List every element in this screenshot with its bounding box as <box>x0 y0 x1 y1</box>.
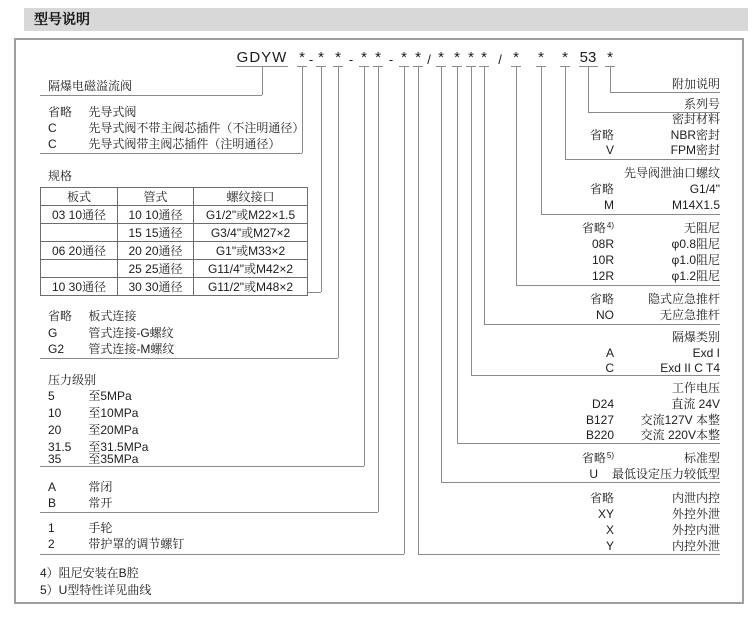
list-item-drain-1 <box>604 199 720 212</box>
model-series: 53 <box>579 49 597 66</box>
connector-additional <box>610 66 611 92</box>
option-code: X <box>605 523 614 537</box>
underline-standard <box>441 482 720 483</box>
option-desc: 管式连接-M螺纹 <box>88 342 175 356</box>
underline-control <box>418 554 720 555</box>
model-star-9: * <box>454 49 460 66</box>
underline-mode <box>40 512 378 513</box>
seal-title: 密封材料 <box>671 112 720 126</box>
option-desc: Exd II C T4 <box>660 361 720 375</box>
model-star-3: * <box>335 49 341 66</box>
spec-col-header: 管式 <box>118 188 194 206</box>
list-item-damping-1 <box>592 238 720 251</box>
underline-drain <box>541 214 720 215</box>
underline-exproof <box>471 375 720 376</box>
list-item-adjust-1 <box>48 538 184 551</box>
spec-cell: 10 30通径 <box>41 278 118 296</box>
option-desc: φ1.0阻尼 <box>671 253 720 267</box>
option-desc: 带护罩的调节螺钉 <box>88 537 185 551</box>
spec-cell: G3/4"或M27×2 <box>194 224 308 242</box>
list-item-connection-0 <box>48 310 136 323</box>
option-desc: 隐式应急推杆 <box>647 292 720 306</box>
list-item-mode-0 <box>48 481 112 494</box>
table-row <box>41 224 308 242</box>
underline-pressure <box>40 466 364 467</box>
underline-additional <box>610 92 720 93</box>
option-code: B127 <box>585 413 614 427</box>
model-star-1: * <box>299 49 305 66</box>
model-star-2: * <box>318 49 324 66</box>
model-star-5: * <box>375 49 381 66</box>
option-desc: 标准型 <box>683 451 720 465</box>
connector-connection <box>338 66 339 358</box>
spec-cell <box>41 260 118 278</box>
connector-seal <box>565 66 566 159</box>
option-code: 省略 <box>589 128 614 142</box>
model-star-15: * <box>607 49 613 66</box>
spec-table <box>40 187 308 296</box>
option-desc: M14X1.5 <box>671 198 720 212</box>
option-desc: 直流 24V <box>671 397 720 411</box>
option-code: 省略 <box>589 292 614 306</box>
spec-title: 规格 <box>48 169 73 183</box>
spec-col-header: 板式 <box>41 188 118 206</box>
list-item-connection-2 <box>48 343 174 356</box>
option-desc: 最低设定压力较低型 <box>611 467 720 481</box>
option-code: 08R <box>591 237 614 251</box>
option-desc: 手轮 <box>88 521 113 535</box>
option-code: 10 <box>48 406 62 420</box>
model-dash-1: - <box>308 52 314 67</box>
option-code: V <box>605 143 614 157</box>
option-code: B <box>48 496 57 510</box>
option-code: 2 <box>48 537 55 551</box>
spec-col-header: 螺纹接口 <box>194 188 308 206</box>
table-row <box>41 278 308 296</box>
model-dash-3: - <box>388 52 394 67</box>
underline-valve <box>40 95 262 96</box>
list-item-control-3 <box>606 540 720 553</box>
option-desc: 板式连接 <box>88 309 137 323</box>
model-slash-2: / <box>498 52 502 67</box>
spec-cell: G1"或M33×2 <box>194 242 308 260</box>
list-item-pushrod-1 <box>596 309 720 322</box>
list-item-damping-3 <box>592 270 720 283</box>
option-code: G2 <box>48 342 65 356</box>
option-code: 5 <box>48 389 55 403</box>
spec-cell: G1/2"或M22×1.5 <box>194 206 308 224</box>
option-desc: Exd I <box>692 346 720 360</box>
option-desc: 先导式阀带主阀芯插件（注明通径） <box>88 137 281 151</box>
model-star-13: * <box>538 49 544 66</box>
additional-title: 附加说明 <box>671 77 720 91</box>
list-item-voltage-2 <box>586 429 720 442</box>
connector-adjust <box>404 66 405 554</box>
connector-exproof <box>471 66 472 375</box>
list-item-pressure-0 <box>48 390 132 403</box>
list-item-control-1 <box>598 508 720 521</box>
option-code: 省略 <box>48 309 73 323</box>
list-item-pilot-2 <box>48 138 280 151</box>
list-item-standard-0 <box>582 452 720 465</box>
option-code: G <box>48 326 58 340</box>
option-code: C <box>48 137 57 151</box>
section-header: 型号说明 <box>24 8 748 31</box>
list-item-pressure-4 <box>48 453 138 466</box>
spec-cell: 20 20通径 <box>118 242 194 260</box>
connector-control <box>418 66 419 554</box>
option-desc: 常闭 <box>88 480 113 494</box>
option-desc: 交流127V 本整 <box>640 413 720 427</box>
option-desc: 外控外泄 <box>671 507 720 521</box>
underline-pushrod <box>484 324 720 325</box>
option-code: D24 <box>591 397 614 411</box>
footnote-4: 4）阻尼安装在B腔 <box>40 566 139 580</box>
connector-damping <box>516 66 517 285</box>
table-row <box>41 242 308 260</box>
underline-damping <box>516 285 720 286</box>
option-code: C <box>605 361 614 375</box>
option-desc: 先导式阀不带主阀芯插件（不注明通径） <box>88 121 305 135</box>
option-desc: 至10MPa <box>88 406 139 420</box>
option-code: 31.5 <box>48 440 72 454</box>
model-star-12: * <box>513 49 519 66</box>
list-item-control-2 <box>606 524 720 537</box>
model-star-14: * <box>562 49 568 66</box>
model-star-11: * <box>481 49 487 66</box>
model-star-10: * <box>468 49 474 66</box>
option-code: 20 <box>48 423 62 437</box>
option-code: 35 <box>48 452 62 466</box>
option-desc: 先导式阀 <box>88 105 137 119</box>
model-star-7: * <box>415 49 421 66</box>
underline-adjust <box>40 554 404 555</box>
connector-voltage <box>457 66 458 443</box>
connector-pressure <box>364 66 365 466</box>
list-item-pressure-2 <box>48 424 138 437</box>
list-item-drain-0 <box>590 183 720 196</box>
option-code: 省略 <box>589 182 614 196</box>
option-code: 省略 <box>48 105 73 119</box>
connector-pilot <box>302 66 303 153</box>
spec-cell: G11/2"或M48×2 <box>194 278 308 296</box>
option-desc: 无应急推杆 <box>659 308 720 322</box>
footnote-ref: 5) <box>606 451 614 460</box>
list-item-pilot-0 <box>48 106 136 119</box>
option-code: A <box>605 346 614 360</box>
footnote-5: 5）U型特性详见曲线 <box>40 583 152 597</box>
underline-seal <box>565 159 720 160</box>
footnote-ref: 4) <box>606 221 614 230</box>
underline-connection <box>40 358 338 359</box>
option-desc: 至31.5MPa <box>88 440 149 454</box>
option-desc: φ1.2阻尼 <box>671 269 720 283</box>
voltage-title: 工作电压 <box>671 381 720 395</box>
option-desc: FPM密封 <box>670 143 720 157</box>
option-code: 省略 <box>581 451 606 465</box>
spec-cell: G11/4"或M42×2 <box>194 260 308 278</box>
list-item-standard-1 <box>589 468 720 481</box>
option-code: M <box>604 198 614 212</box>
option-desc: 至20MPa <box>88 423 139 437</box>
option-desc: 至35MPa <box>88 452 139 466</box>
list-item-exproof-1 <box>605 362 720 375</box>
option-desc: 外控内泄 <box>671 523 720 537</box>
list-item-voltage-1 <box>586 414 720 427</box>
list-item-mode-1 <box>48 497 112 510</box>
spec-cell: 10 10通径 <box>118 206 194 224</box>
option-desc: 交流 220V本整 <box>640 428 720 442</box>
option-code: NO <box>596 308 614 322</box>
model-slash-1: / <box>427 52 431 67</box>
list-item-adjust-0 <box>48 522 112 535</box>
option-desc: 管式连接-G螺纹 <box>88 326 174 340</box>
list-item-control-0 <box>590 492 720 505</box>
series-title: 系列号 <box>683 97 720 111</box>
option-desc: G1/4" <box>689 182 720 196</box>
list-item-connection-1 <box>48 327 174 340</box>
list-item-pilot-1 <box>48 122 304 135</box>
list-item-seal-0 <box>590 129 720 142</box>
table-row <box>41 206 308 224</box>
connector-drain <box>541 66 542 214</box>
connector-series <box>588 66 589 112</box>
list-item-damping-0 <box>582 222 720 235</box>
underline-pilot <box>40 153 302 154</box>
option-desc: 常开 <box>88 496 113 510</box>
list-item-voltage-0 <box>592 398 720 411</box>
list-item-exproof-0 <box>606 347 720 360</box>
option-desc: 无阻尼 <box>683 221 720 235</box>
option-code: B220 <box>585 428 614 442</box>
option-desc: φ0.8阻尼 <box>671 237 720 251</box>
model-star-6: * <box>401 49 407 66</box>
option-code: C <box>48 121 57 135</box>
list-item-pushrod-0 <box>590 293 720 306</box>
model-star-8: * <box>438 49 444 66</box>
underline-voltage <box>457 443 720 444</box>
list-item-seal-1 <box>606 144 720 157</box>
connector-standard <box>441 66 442 482</box>
option-code: A <box>48 480 57 494</box>
list-item-pressure-1 <box>48 407 138 420</box>
drain-title: 先导阀泄油口螺纹 <box>623 166 720 180</box>
valve-type-label: 隔爆电磁溢流阀 <box>48 79 133 93</box>
connector-pushrod <box>484 66 485 324</box>
exproof-title: 隔爆类别 <box>671 330 720 344</box>
spec-cell: 06 20通径 <box>41 242 118 260</box>
model-prefix: GDYW <box>236 49 288 66</box>
model-star-4: * <box>361 49 367 66</box>
spec-cell: 15 15通径 <box>118 224 194 242</box>
option-code: 12R <box>591 269 614 283</box>
pressure-title: 压力级别 <box>48 373 97 387</box>
connector-spec <box>321 66 322 292</box>
option-code: 省略 <box>581 221 606 235</box>
option-code: U <box>589 467 598 481</box>
model-dash-2: - <box>348 52 354 67</box>
option-desc: 内控外泄 <box>671 539 720 553</box>
spec-cell: 25 25通径 <box>118 260 194 278</box>
option-desc: 至5MPa <box>88 389 132 403</box>
option-desc: NBR密封 <box>670 128 720 142</box>
spec-cell <box>41 224 118 242</box>
option-desc: 内泄内控 <box>671 491 720 505</box>
connector-valve <box>262 66 263 95</box>
spec-cell: 30 30通径 <box>118 278 194 296</box>
option-code: 省略 <box>589 491 614 505</box>
connector-mode <box>378 66 379 512</box>
option-code: Y <box>605 539 614 553</box>
option-code: 10R <box>591 253 614 267</box>
table-row <box>41 260 308 278</box>
option-code: XY <box>597 507 614 521</box>
list-item-damping-2 <box>592 254 720 267</box>
option-code: 1 <box>48 521 55 535</box>
spec-cell: 03 10通径 <box>41 206 118 224</box>
